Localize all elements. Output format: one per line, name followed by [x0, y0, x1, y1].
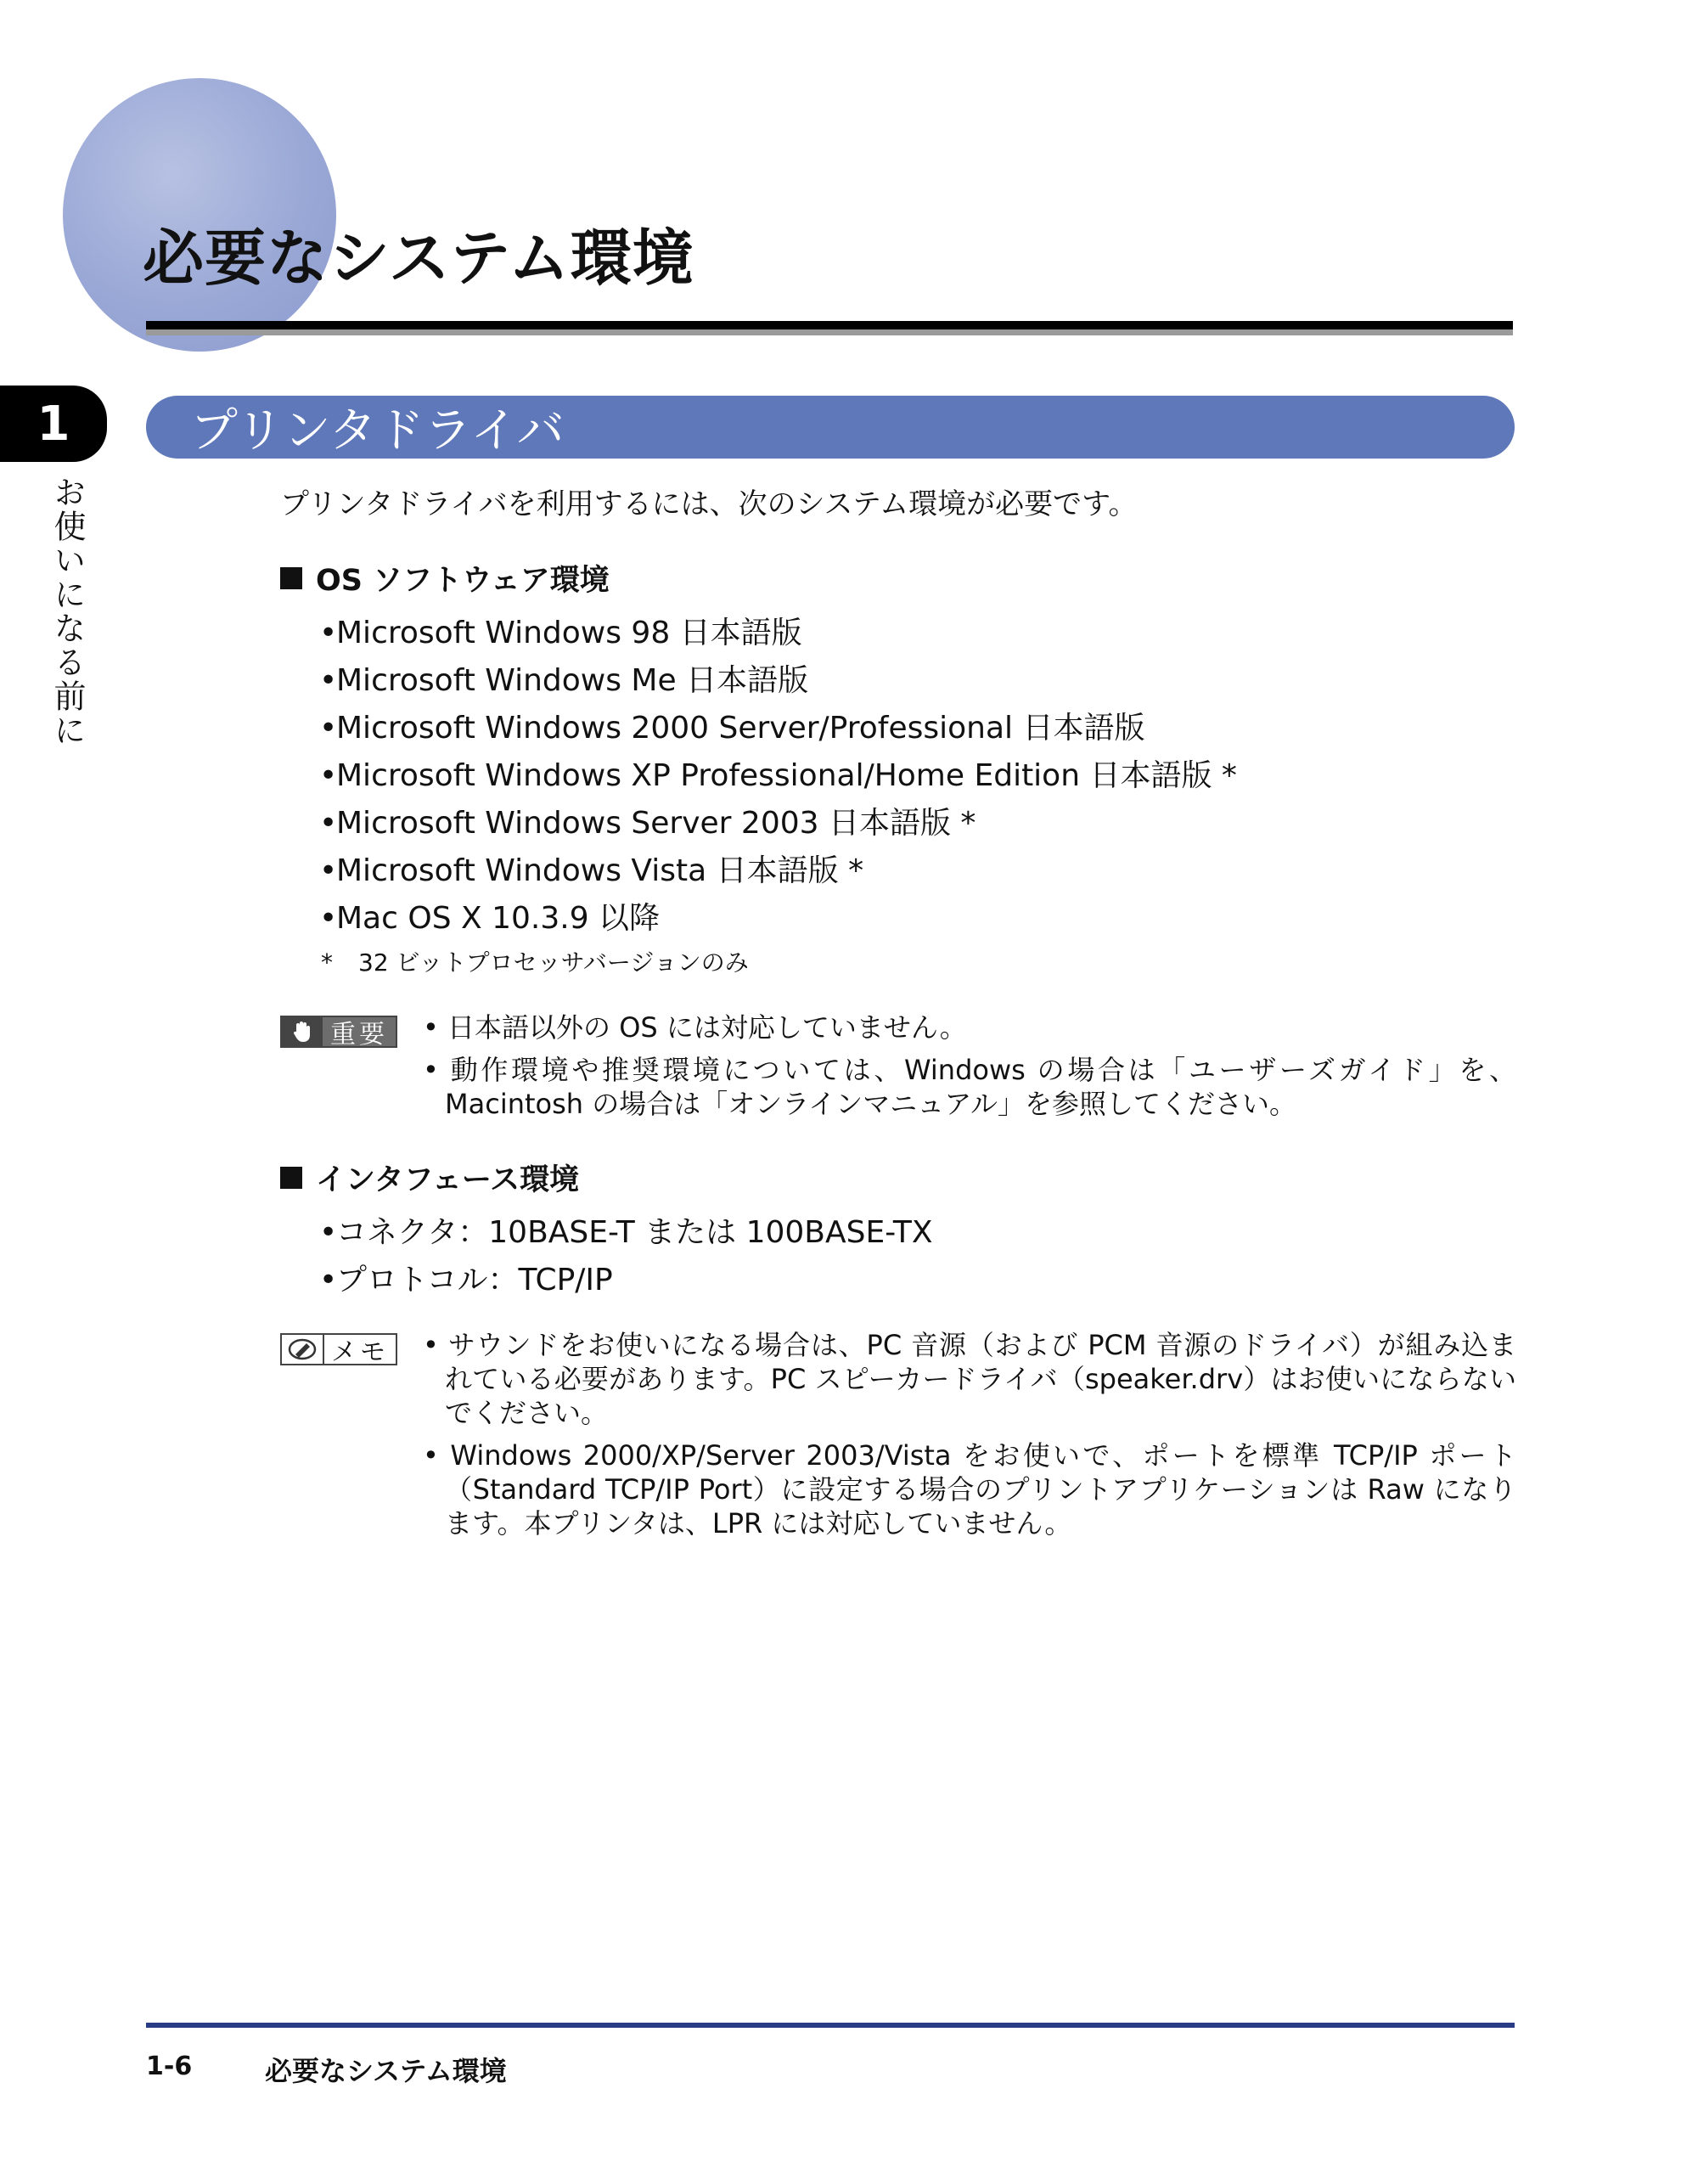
os-software-heading — [280, 557, 610, 599]
page-title: 必要なシステム環境 — [143, 222, 694, 294]
page-number: 1-6 — [146, 2052, 193, 2081]
important-badge-label: 重要 — [330, 1020, 388, 1050]
footnote-text: 32 ビットプロセッサバージョンのみ — [358, 948, 749, 977]
chapter-label: お使いになる前に — [48, 476, 86, 747]
important-notes — [423, 1010, 1516, 1129]
memo-badge — [280, 1333, 397, 1365]
footer-title: 必要なシステム環境 — [265, 2055, 507, 2087]
list-item: •Microsoft Windows Server 2003 日本語版 * — [319, 806, 976, 841]
footnote — [321, 944, 749, 978]
chapter-number: 1 — [37, 396, 70, 452]
list-item: •Microsoft Windows Vista 日本語版 * — [319, 853, 864, 888]
list-item: •プロトコル：TCP/IP — [319, 1263, 613, 1297]
list-item: • 日本語以外の OS には対応していません。 — [423, 1011, 967, 1044]
list-item: •Mac OS X 10.3.9 以降 — [319, 901, 661, 936]
important-badge — [280, 1016, 397, 1048]
pencil-memo-icon — [282, 1335, 324, 1364]
list-item: •Microsoft Windows Me 日本語版 — [319, 663, 809, 698]
list-item: • サウンドをお使いになる場合は、PC 音源（および PCM 音源のドライバ）が組み込まれている必要があります。PC スピーカードライバ（speaker.drv）はお使いにならないでください。 — [423, 1329, 1516, 1429]
list-item: •コネクタ：10BASE-T または 100BASE-TX — [319, 1215, 933, 1250]
section-title: プリンタドライバ — [190, 403, 565, 459]
square-bullet-icon — [280, 567, 302, 589]
footnote-mark: * — [321, 948, 333, 977]
memo-badge-label: メモ — [331, 1337, 389, 1367]
section-banner — [146, 396, 1515, 459]
square-bullet-icon — [280, 1167, 302, 1189]
footer-rule — [146, 2023, 1515, 2028]
interface-heading-text: インタフェース環境 — [316, 1163, 580, 1197]
title-rule — [146, 321, 1513, 329]
list-item: • 動作環境や推奨環境については、Windows の場合は「ユーザーズガイド」を、Macintosh の場合は「オンラインマニュアル」を参照してください。 — [423, 1054, 1517, 1120]
list-item: •Microsoft Windows 98 日本語版 — [319, 616, 802, 650]
interface-list — [319, 1209, 933, 1304]
title-rule-shadow — [146, 329, 1513, 335]
hand-stop-icon — [282, 1017, 323, 1046]
list-item: •Microsoft Windows 2000 Server/Professional 日本語版 — [319, 711, 1145, 746]
chapter-tab — [0, 386, 107, 462]
os-software-heading-text: OS ソフトウェア環境 — [316, 564, 610, 598]
section-intro: プリンタドライバを利用するには、次のシステム環境が必要です。 — [280, 487, 1138, 521]
decorative-circle — [63, 78, 336, 352]
interface-heading — [280, 1157, 579, 1199]
list-item: •Microsoft Windows XP Professional/Home Edition 日本語版 * — [319, 758, 1237, 793]
os-list — [319, 610, 1237, 943]
list-item: • Windows 2000/XP/Server 2003/Vista をお使いで、ポートを標準 TCP/IP ポート（Standard TCP/IP Port）に設定する場合のプリントアプリケーションは Raw になります。本プリンタは、LPR には対応していません。 — [423, 1439, 1516, 1539]
memo-notes — [423, 1328, 1516, 1549]
